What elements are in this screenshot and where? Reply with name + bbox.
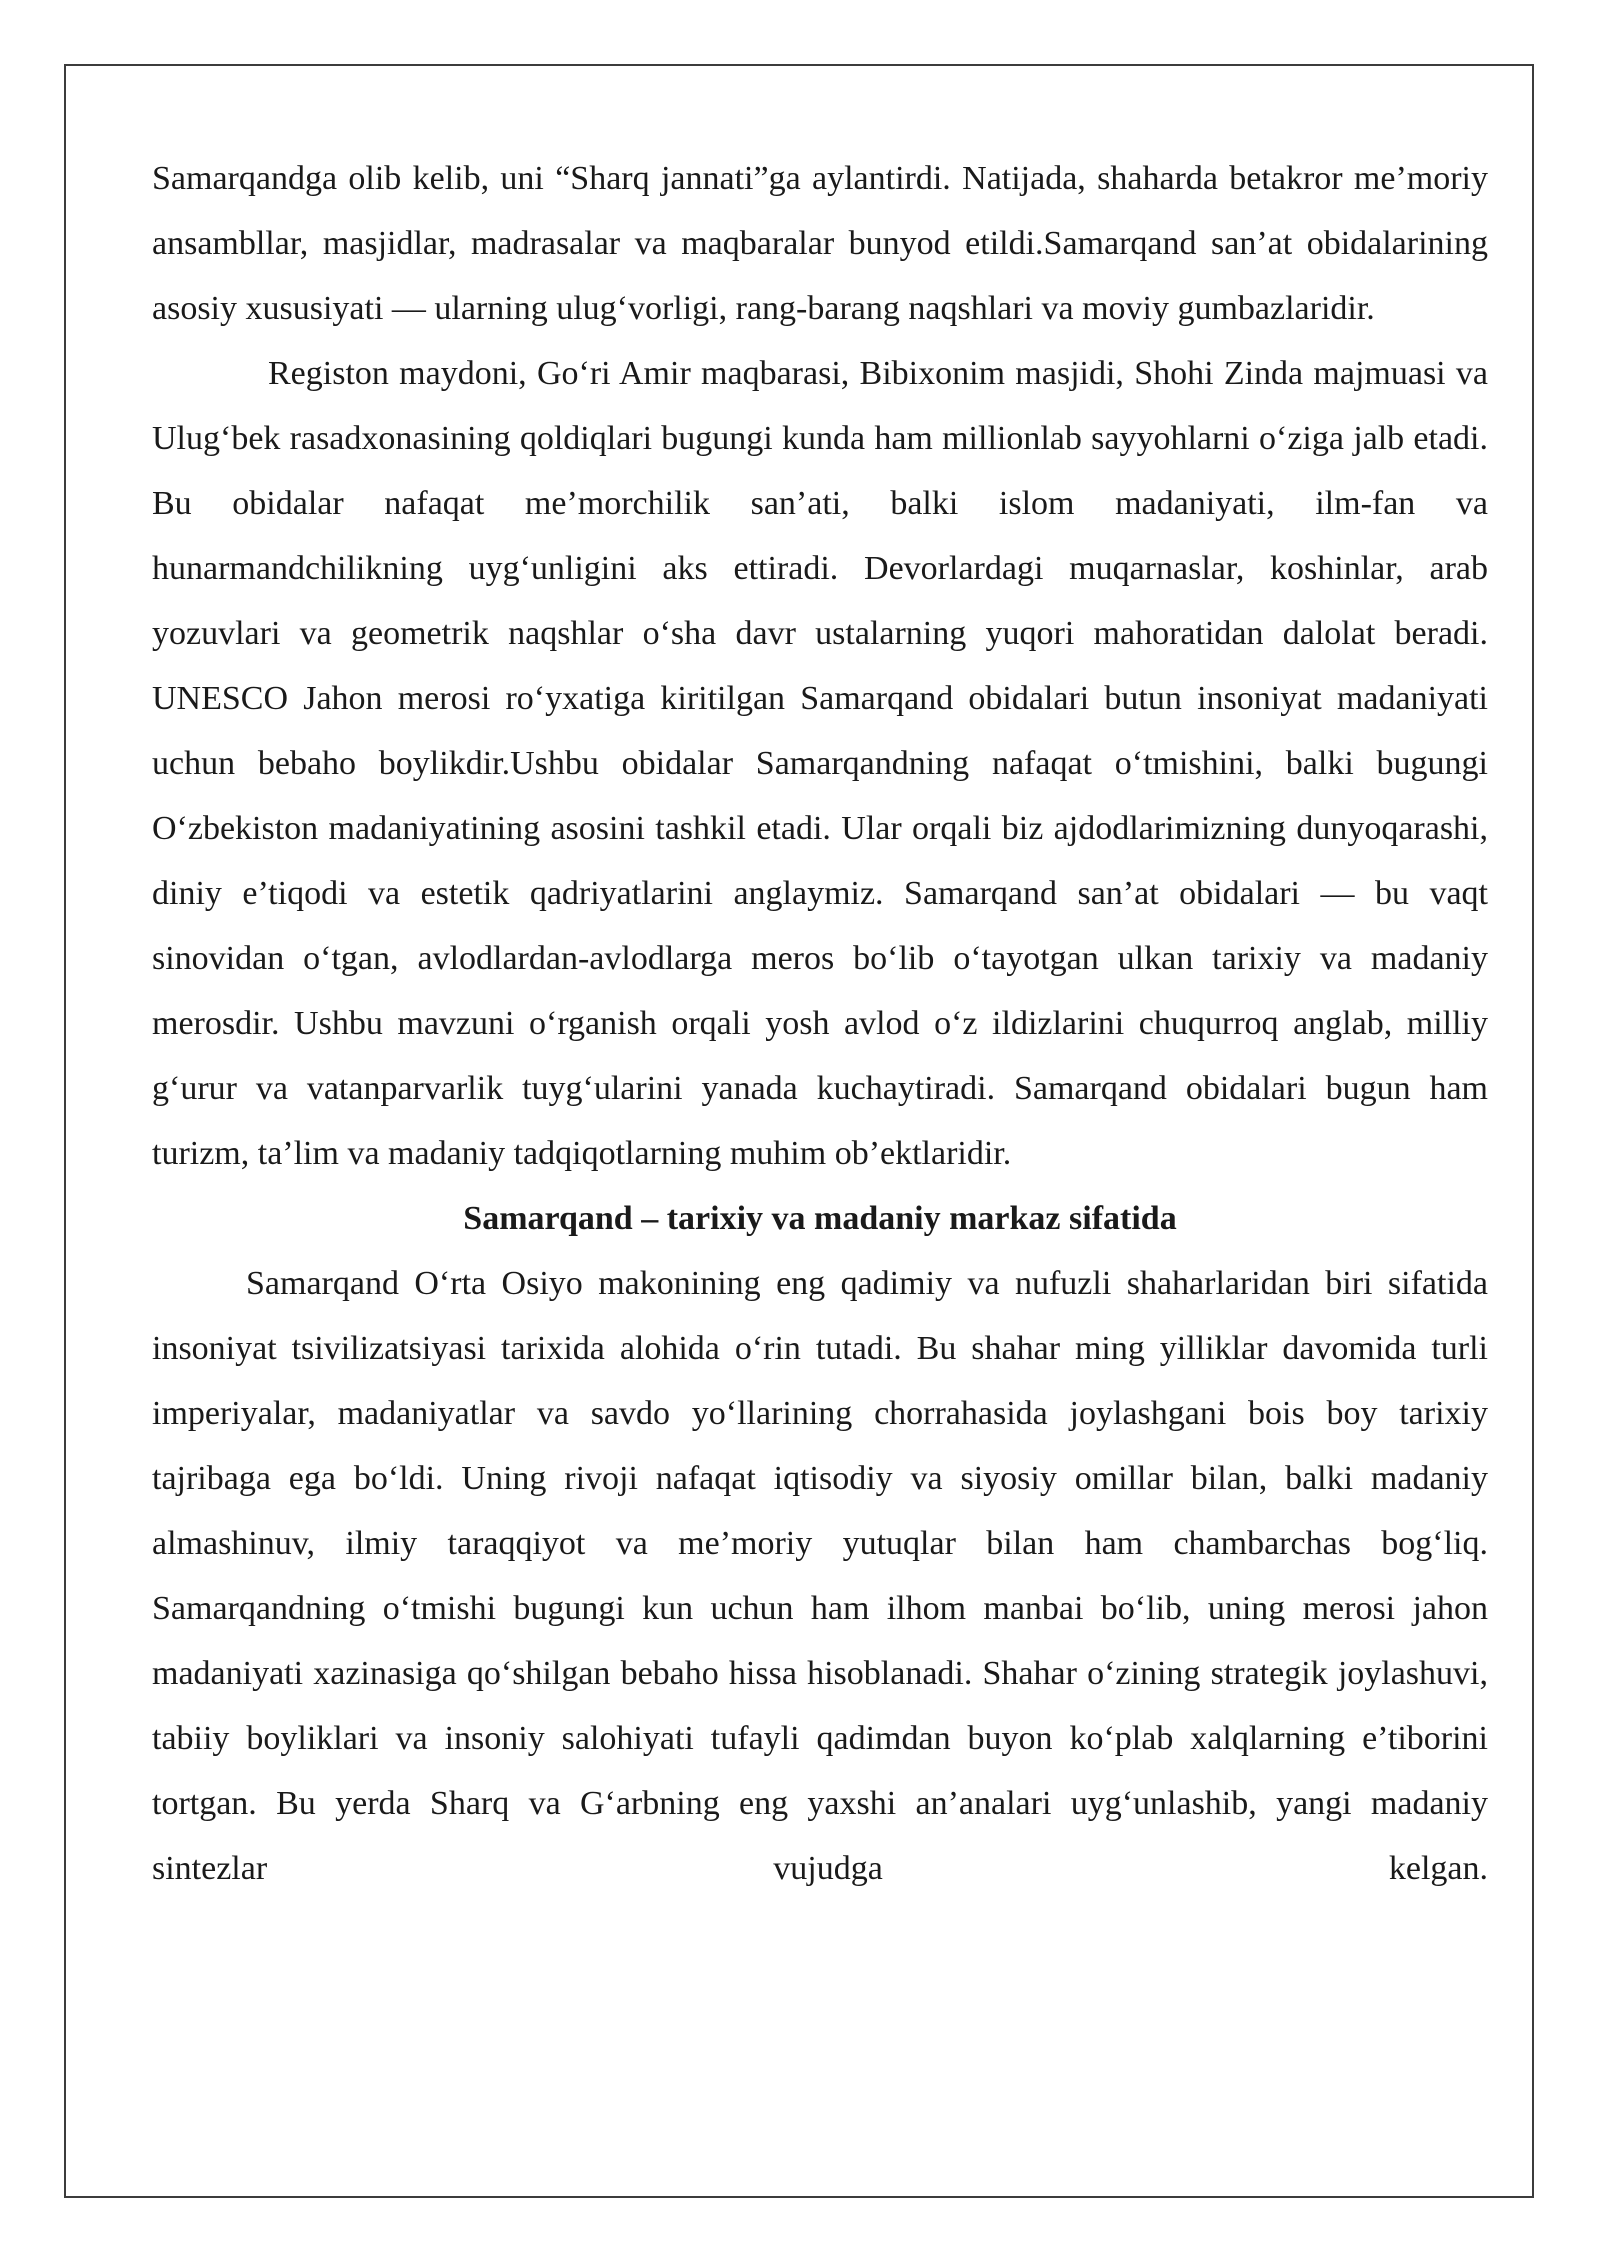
document-body bbox=[152, 146, 1488, 1901]
section-heading: Samarqand – tarixiy va madaniy markaz sifatida bbox=[463, 1200, 1177, 1237]
paragraph-intro: Samarqandga olib kelib, uni “Sharq jannati”ga aylantirdi. Natijada, shaharda betakror me’moriy ansambllar, masjidlar, madrasalar va maqbaralar bunyod etildi.Samarqand san’at obidalarining asosiy xususiyati — ularning ulug‘vorligi, rang-barang naqshlari va moviy gumbazlaridir. bbox=[152, 160, 1488, 327]
paragraph-monuments: Registon maydoni, Go‘ri Amir maqbarasi, Bibixonim masjidi, Shohi Zinda majmuasi va Ulug‘bek rasadxonasining qoldiqlari bugungi kunda ham millionlab sayyohlarni o‘ziga jalb etadi. Bu obidalar nafaqat me’morchilik san’ati, balki islom madaniyati, ilm-fan va hunarmandchilikning uyg‘unligini aks ettiradi. Devorlardagi muqarnaslar, koshinlar, arab yozuvlari va geometrik naqshlar o‘sha davr ustalarning yuqori mahoratidan dalolat beradi. UNESCO Jahon merosi ro‘yxatiga kiritilgan Samarqand obidalari butun insoniyat madaniyati uchun bebaho boylikdir.Ushbu obidalar Samarqandning nafaqat o‘tmishini, balki bugungi O‘zbekiston madaniyatining asosini tashkil etadi. Ular orqali biz ajdodlarimizning dunyoqarashi, diniy e’tiqodi va estetik qadriyatlarini anglaymiz. Samarqand san’at obidalari — bu vaqt sinovidan o‘tgan, avlodlardan-avlodlarga meros bo‘lib o‘tayotgan ulkan tarixiy va madaniy merosdir. Ushbu mavzuni o‘rganish orqali yosh avlod o‘z ildizlarini chuqurroq anglab, milliy g‘urur va vatanparvarlik tuyg‘ularini yanada kuchaytiradi. Samarqand obidalari bugun ham turizm, ta’lim va madaniy tadqiqotlarning muhim ob’ektlaridir. bbox=[152, 355, 1488, 1172]
paragraph-section: Samarqand O‘rta Osiyo makonining eng qadimiy va nufuzli shaharlaridan biri sifatida insoniyat tsivilizatsiyasi tarixida alohida o‘rin tutadi. Bu shahar ming yilliklar davomida turli imperiyalar, madaniyatlar va savdo yo‘llarining chorrahasida joylashgani bois boy tarixiy tajribaga ega bo‘ldi. Uning rivoji nafaqat iqtisodiy va siyosiy omillar bilan, balki madaniy almashinuv, ilmiy taraqqiyot va me’moriy yutuqlar bilan ham chambarchas bog‘liq. Samarqandning o‘tmishi bugungi kun uchun ham ilhom manbai bo‘lib, uning merosi jahon madaniyati xazinasiga qo‘shilgan bebaho hissa hisoblanadi. Shahar o‘zining strategik joylashuvi, tabiiy boyliklari va insoniy salohiyati tufayli qadimdan buyon ko‘plab xalqlarning e’tiborini tortgan. Bu yerda Sharq va G‘arbning eng yaxshi an’analari uyg‘unlashib, yangi madaniy sintezlar vujudga kelgan. bbox=[152, 1265, 1488, 1887]
